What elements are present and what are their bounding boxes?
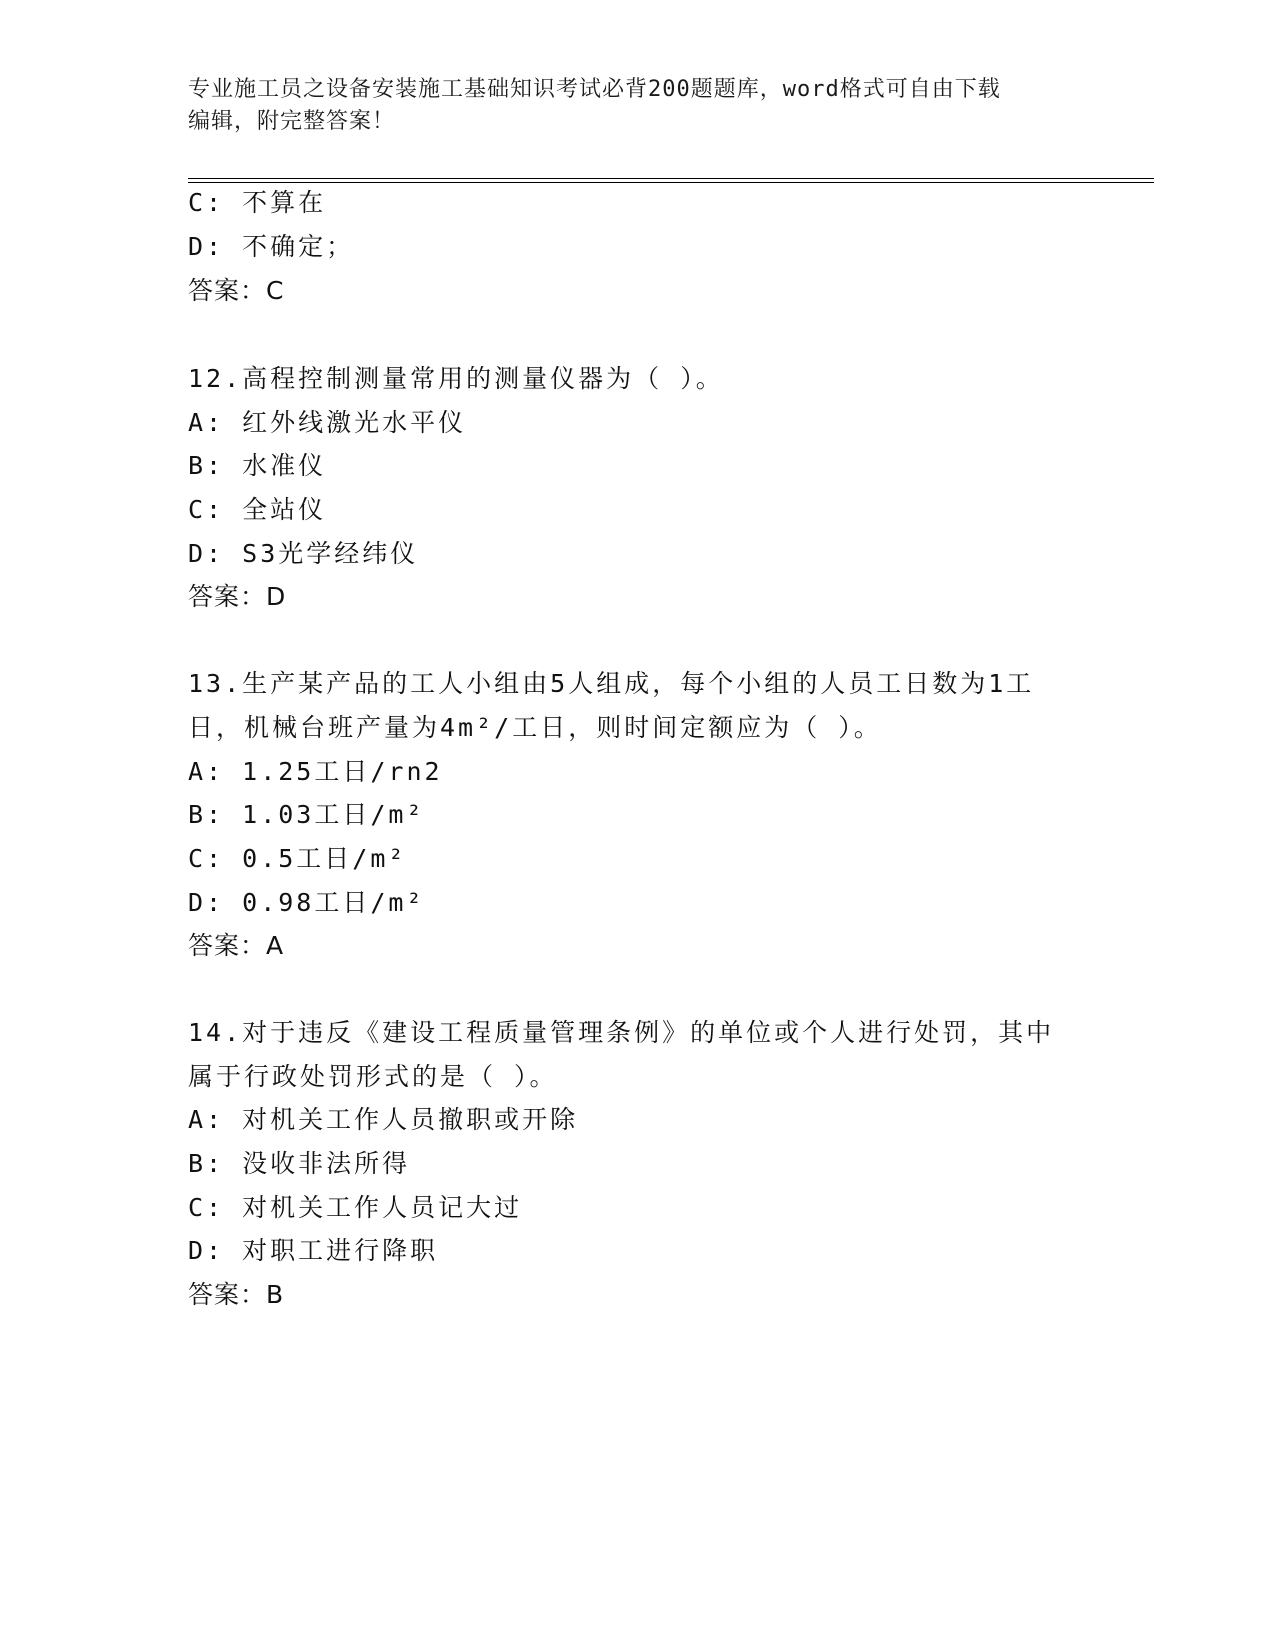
prev-option-d: D: 不确定； (188, 232, 355, 261)
q13-stem-line-1: 13.生产某产品的工人小组由5人组成，每个小组的人员工日数为1工 (188, 669, 1035, 698)
q12-option-d: D: S3光学经纬仪 (188, 539, 419, 568)
prev-option-c: C: 不算在 (188, 188, 327, 217)
q12-stem: 12.高程控制测量常用的测量仪器为（ ）。 (188, 364, 724, 393)
q13-option-b: B: 1.03工日/m² (188, 800, 425, 829)
q14-answer: 答案：B (188, 1280, 285, 1309)
header-divider (188, 178, 1154, 183)
q12-option-c: C: 全站仪 (188, 495, 327, 524)
prev-answer: 答案：C (188, 276, 285, 305)
q13-stem-line-2: 日，机械台班产量为4m²/工日，则时间定额应为（ ）。 (188, 713, 882, 742)
q13-answer: 答案：A (188, 931, 285, 960)
q13-option-d: D: 0.98工日/m² (188, 888, 425, 917)
q14-option-a: A: 对机关工作人员撤职或开除 (188, 1105, 579, 1134)
q14-stem-line-2: 属于行政处罚形式的是（ ）。 (188, 1062, 558, 1091)
header-line-2: 编辑，附完整答案！ (188, 109, 396, 134)
q13-option-a: A: 1.25工日/rn2 (188, 757, 443, 786)
q12-option-b: B: 水准仪 (188, 451, 327, 480)
q14-stem-line-1: 14.对于违反《建设工程质量管理条例》的单位或个人进行处罚，其中 (188, 1018, 1055, 1047)
q12-option-a: A: 红外线激光水平仪 (188, 408, 467, 437)
header-line-1: 专业施工员之设备安装施工基础知识考试必背200题题库，word格式可自由下载 (188, 77, 1001, 102)
q12-answer: 答案：D (188, 582, 287, 611)
q14-option-b: B: 没收非法所得 (188, 1149, 411, 1178)
document-header (188, 74, 1078, 138)
q14-option-d: D: 对职工进行降职 (188, 1236, 439, 1265)
q13-option-c: C: 0.5工日/m² (188, 844, 407, 873)
q14-option-c: C: 对机关工作人员记大过 (188, 1193, 523, 1222)
